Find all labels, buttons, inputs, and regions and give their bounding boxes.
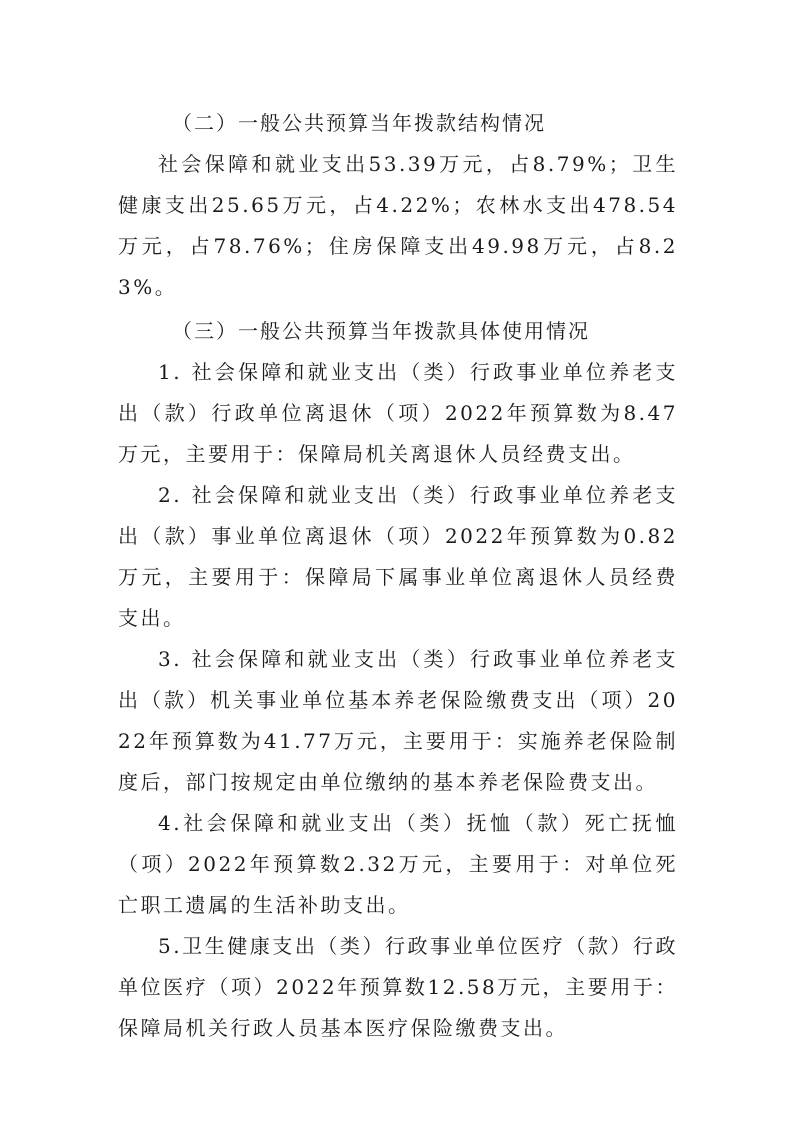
usage-item-4: 4.社会保障和就业支出（类）抚恤（款）死亡抚恤（项）2022年预算数2.32万元，主要用于：对单位死亡职工遗属的生活补助支出。	[118, 811, 678, 917]
structure-paragraph: 社会保障和就业支出53.39万元，占8.79%；卫生健康支出25.65万元，占4.22%；农林水支出478.54万元，占78.76%；住房保障支出49.98万元，占8.23%。	[118, 152, 678, 299]
usage-item-5: 5.卫生健康支出（类）行政事业单位医疗（款）行政单位医疗（项）2022年预算数12.58万元，主要用于：保障局机关行政人员基本医疗保险缴费支出。	[118, 934, 678, 1040]
usage-item-3: 3. 社会保障和就业支出（类）行政事业单位养老支出（款）机关事业单位基本养老保险缴费支出（项）2022年预算数为41.77万元，主要用于：实施养老保险制度后，部门按规定由单位缴纳的基本养老保险费支出。	[118, 647, 678, 794]
section-heading-structure: （二）一般公共预算当年拨款结构情况	[172, 111, 546, 135]
document-body	[118, 103, 678, 1049]
section-heading-usage: （三）一般公共预算当年拨款具体使用情况	[172, 319, 590, 343]
usage-item-2: 2. 社会保障和就业支出（类）行政事业单位养老支出（款）事业单位离退休（项）2022年预算数为0.82万元，主要用于：保障局下属事业单位离退休人员经费支出。	[118, 483, 678, 630]
usage-item-1: 1. 社会保障和就业支出（类）行政事业单位养老支出（款）行政单位离退休（项）2022年预算数为8.47万元，主要用于：保障局机关离退休人员经费支出。	[118, 360, 678, 466]
